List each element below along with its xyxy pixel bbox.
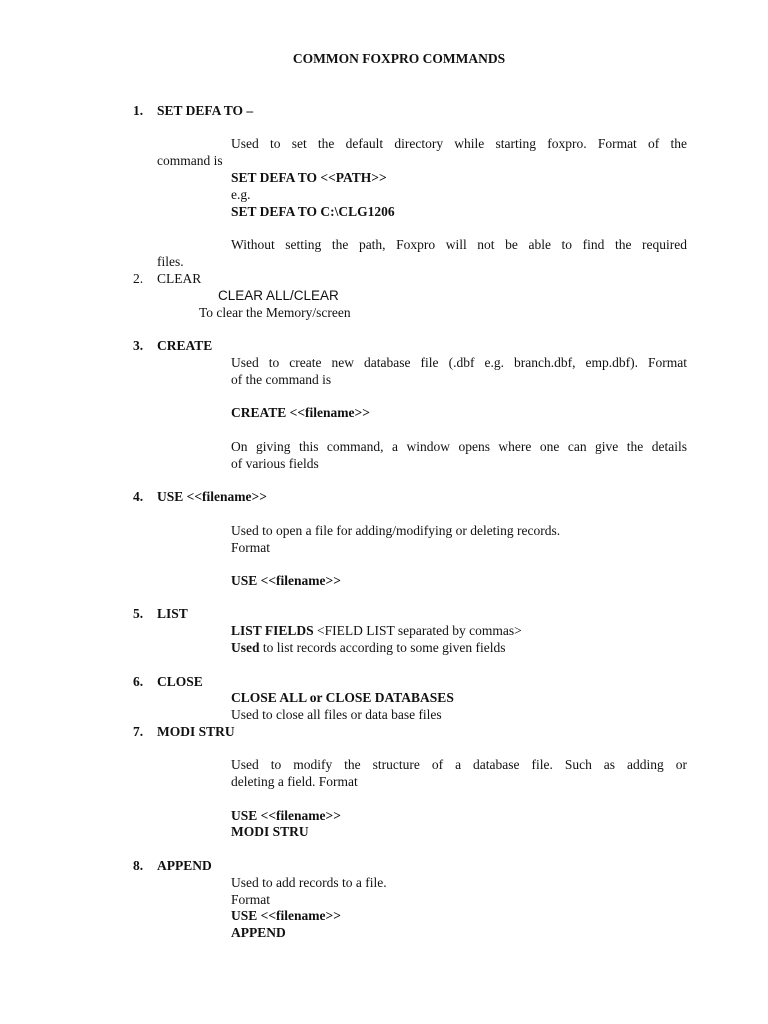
section-1-note-line1: Without setting the path, Foxpro will not be able to find the required	[231, 237, 687, 252]
section-5-desc-bold: Used	[231, 640, 260, 655]
section-5-desc-rest: to list records according to some given fields	[259, 640, 506, 655]
section-8-heading: APPEND	[157, 858, 212, 873]
section-4-number: 4.	[133, 489, 144, 504]
section-1-example: SET DEFA TO C:\CLG1206	[231, 204, 395, 219]
section-3-number: 3.	[133, 338, 144, 353]
section-8-syntax2: APPEND	[231, 925, 286, 940]
section-5-syntax-args: <FIELD LIST separated by commas>	[313, 623, 522, 638]
section-3-desc-line1: Used to create new database file (.dbf e.g. branch.dbf, emp.dbf). Format	[231, 355, 687, 370]
section-7-desc-line1: Used to modify the structure of a database file. Such as adding or	[231, 757, 687, 772]
section-5-number: 5.	[133, 606, 144, 621]
section-2-desc: To clear the Memory/screen	[199, 305, 351, 320]
section-5-desc	[231, 639, 505, 656]
section-3-heading: CREATE	[157, 338, 213, 353]
section-1-syntax: SET DEFA TO <<PATH>>	[231, 170, 387, 185]
section-2-number: 2.	[133, 271, 144, 286]
section-7-syntax1: USE <<filename>>	[231, 808, 341, 823]
section-8-format: Format	[231, 892, 270, 907]
section-1-number: 1.	[133, 103, 144, 118]
section-7-desc-line2: deleting a field. Format	[231, 774, 358, 789]
section-4-heading: USE <<filename>>	[157, 489, 267, 504]
section-8-desc: Used to add records to a file.	[231, 875, 387, 890]
section-6-syntax: CLOSE ALL or CLOSE DATABASES	[231, 690, 454, 705]
section-3-syntax: CREATE <<filename>>	[231, 405, 370, 420]
section-1-desc-line1: Used to set the default directory while starting foxpro. Format of the	[231, 136, 687, 151]
section-6-number: 6.	[133, 674, 144, 689]
section-5-heading: LIST	[157, 606, 188, 621]
section-3-note-line2: of various fields	[231, 456, 319, 471]
section-5-syntax	[231, 622, 522, 639]
section-4-syntax: USE <<filename>>	[231, 573, 341, 588]
section-2-syntax: CLEAR ALL/CLEAR	[218, 288, 339, 303]
section-1-note-line2: files.	[157, 254, 184, 269]
section-6-heading: CLOSE	[157, 674, 203, 689]
section-3-desc-line2: of the command is	[231, 372, 332, 387]
section-1-eg: e.g.	[231, 187, 251, 202]
section-3-note-line1: On giving this command, a window opens where one can give the details	[231, 439, 687, 454]
section-6-desc: Used to close all files or data base files	[231, 707, 442, 722]
page-title: COMMON FOXPRO COMMANDS	[292, 51, 506, 66]
section-8-number: 8.	[133, 858, 144, 873]
section-2-heading: CLEAR	[157, 271, 202, 286]
section-7-number: 7.	[133, 724, 144, 739]
section-7-heading: MODI STRU	[157, 724, 235, 739]
section-1-desc-line2: command is	[157, 153, 223, 168]
section-8-syntax1: USE <<filename>>	[231, 908, 341, 923]
section-7-syntax2: MODI STRU	[231, 824, 309, 839]
section-1-heading: SET DEFA TO –	[157, 103, 254, 118]
section-4-format: Format	[231, 540, 270, 555]
section-4-desc: Used to open a file for adding/modifying or deleting records.	[231, 523, 561, 538]
section-5-syntax-keyword: LIST FIELDS	[231, 623, 314, 638]
